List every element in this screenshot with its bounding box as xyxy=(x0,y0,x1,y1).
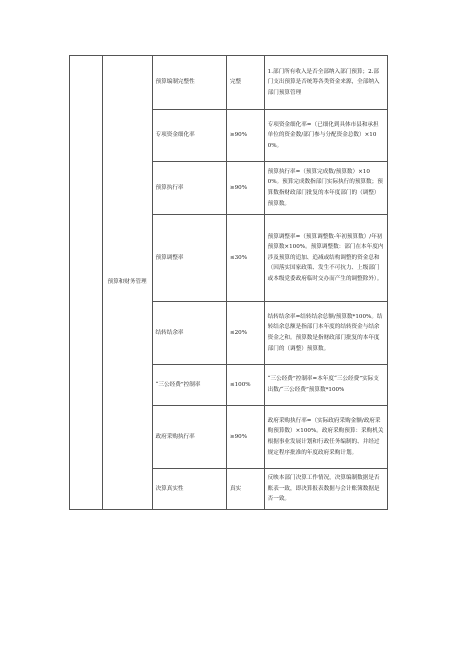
category-cell: 预算和财务管理 xyxy=(102,56,152,510)
indicator-description: 结转结余率=结转结余总额/预算数*100%。结转结余总额是指部门本年度的结转资金与结余资金之和。预算数是指财政部门批复的本年度部门的（调整）预算数。 xyxy=(264,302,387,365)
indicator-description: 1.部门所有收入是否全部纳入部门预算；2.部门支出预算是否统筹各类资金来源，全部纳入部门预算管理 xyxy=(264,56,387,110)
indicator-standard: 真实 xyxy=(226,469,264,510)
indicator-standard: ≥90% xyxy=(226,162,264,215)
indicator-standard: ≤100% xyxy=(226,365,264,406)
indicator-name: 预算执行率 xyxy=(152,162,226,215)
indicator-standard: ≤30% xyxy=(226,215,264,302)
table-row xyxy=(70,56,388,110)
indicator-name: 决算真实性 xyxy=(152,469,226,510)
indicator-description: “三公经费”控制率=本年度“三公经费”实际支出数/“三公经费”预算数*100% xyxy=(264,365,387,406)
indicator-description: 预算执行率=（预算完成数/预算数）×100%。预算完成数指部门实际执行的预算数；预算数指财政部门批复的本年度部门的（调整）预算数。 xyxy=(264,162,387,215)
indicator-name: 政府采购执行率 xyxy=(152,406,226,469)
indicator-name: 专项资金细化率 xyxy=(152,110,226,162)
indicator-description: 专项资金细化率=（已细化到具体市县和承担单位的资金数/部门参与分配资金总数）×100%。 xyxy=(264,110,387,162)
indicator-description: 政府采购执行率=（实际政府采购金额/政府采购预算数）×100%。政府采购预算：采购机关根据事业发展计划和行政任务编制的、并经过规定程序批准的年度政府采购计划。 xyxy=(264,406,387,469)
indicator-description: 反映本部门决算工作情况，决算编制数据是否账表一致，即决算报表数据与会计账簿数据是否一致。 xyxy=(264,469,387,510)
indicator-name: “三公经费”控制率 xyxy=(152,365,226,406)
blank-cell xyxy=(70,56,103,510)
indicator-name: 预算编制完整性 xyxy=(152,56,226,110)
indicator-name: 预算调整率 xyxy=(152,215,226,302)
indicator-description: 预算调整率=（预算调整数-年初预算数）/年初预算数×100%。预算调整数：部门在本年度内涉及预算的追加、追减或结构调整的资金总和（因落实国家政策、发生不可抗力、上级部门或本级党委政府临时交办而产生的调整除外）。 xyxy=(264,215,387,302)
indicator-name: 结转结余率 xyxy=(152,302,226,365)
indicator-standard: ≥90% xyxy=(226,110,264,162)
performance-indicator-table xyxy=(69,55,388,510)
indicator-standard: ≤20% xyxy=(226,302,264,365)
indicator-standard: ≥90% xyxy=(226,406,264,469)
indicator-standard: 完整 xyxy=(226,56,264,110)
